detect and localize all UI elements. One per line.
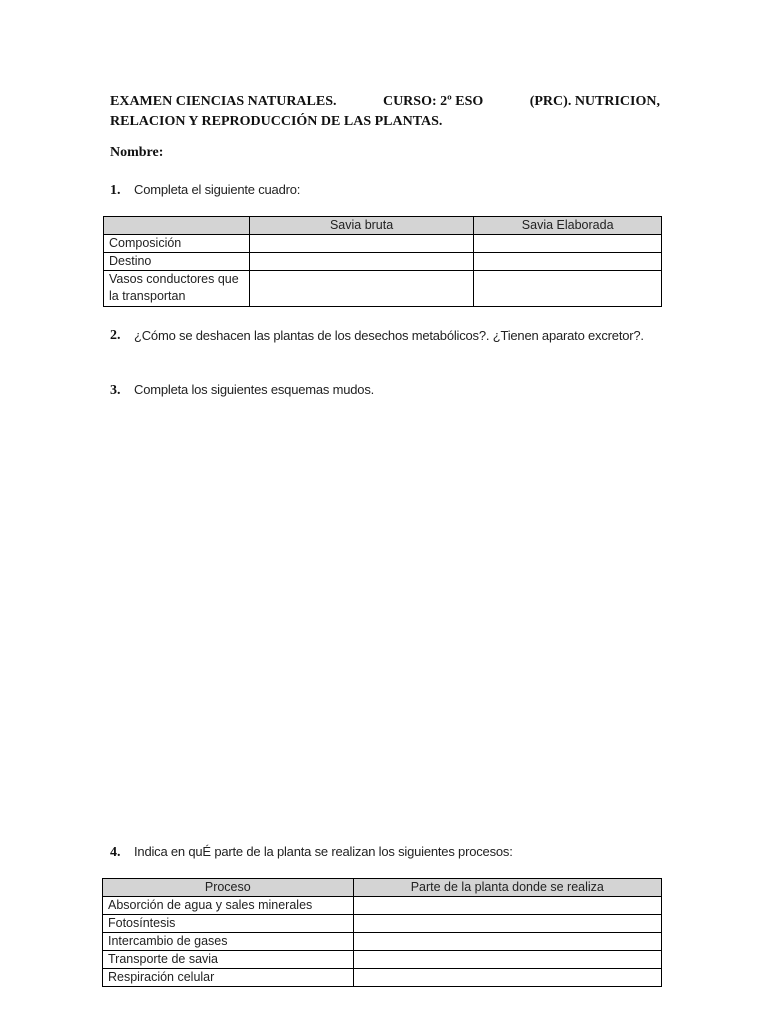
question-2 bbox=[110, 327, 660, 345]
answer-cell[interactable] bbox=[474, 271, 662, 307]
row-label: Vasos conductores que la transportan bbox=[104, 271, 250, 307]
question-number: 4. bbox=[110, 845, 121, 860]
table-header-cell: Savia bruta bbox=[249, 217, 474, 235]
question-number: 1. bbox=[110, 183, 121, 198]
title-line-1 bbox=[110, 92, 660, 112]
row-label: Respiración celular bbox=[103, 969, 354, 987]
table-row bbox=[103, 897, 662, 915]
table-row bbox=[103, 933, 662, 951]
question-text: Completa los siguientes esquemas mudos. bbox=[134, 382, 375, 397]
table-header-cell: Savia Elaborada bbox=[474, 217, 662, 235]
answer-cell[interactable] bbox=[474, 253, 662, 271]
question-text: Completa el siguiente cuadro: bbox=[134, 182, 301, 197]
answer-cell[interactable] bbox=[353, 897, 661, 915]
table-row bbox=[103, 951, 662, 969]
title-subject: EXAMEN CIENCIAS NATURALES. bbox=[110, 94, 337, 109]
question-number: 2. bbox=[110, 328, 121, 343]
answer-cell[interactable] bbox=[249, 271, 474, 307]
row-label: Transporte de savia bbox=[103, 951, 354, 969]
row-label: Absorción de agua y sales minerales bbox=[103, 897, 354, 915]
table-header-cell: Proceso bbox=[103, 879, 354, 897]
row-label: Fotosíntesis bbox=[103, 915, 354, 933]
row-label: Composición bbox=[104, 235, 250, 253]
title-course: CURSO: 2º ESO bbox=[382, 94, 484, 109]
table-row bbox=[103, 915, 662, 933]
answer-cell[interactable] bbox=[474, 235, 662, 253]
title-topic: (PRC). NUTRICION, bbox=[529, 94, 660, 109]
answer-cell[interactable] bbox=[353, 969, 661, 987]
question-4 bbox=[110, 843, 513, 862]
table-header-cell bbox=[104, 217, 250, 235]
question-number: 3. bbox=[110, 383, 121, 398]
row-label: Destino bbox=[104, 253, 250, 271]
question-1 bbox=[110, 181, 300, 200]
table-row bbox=[104, 235, 662, 253]
table-row bbox=[103, 969, 662, 987]
question-text: ¿Cómo se deshacen las plantas de los desechos metabólicos?. ¿Tienen aparato excretor?. bbox=[134, 328, 644, 343]
table-header-cell: Parte de la planta donde se realiza bbox=[353, 879, 661, 897]
exam-title bbox=[110, 92, 660, 132]
answer-cell[interactable] bbox=[249, 235, 474, 253]
answer-cell[interactable] bbox=[353, 915, 661, 933]
name-label: Nombre: bbox=[110, 145, 164, 160]
table-row bbox=[104, 253, 662, 271]
question-text: Indica en quÉ parte de la planta se realizan los siguientes procesos: bbox=[134, 844, 513, 859]
row-label: Intercambio de gases bbox=[103, 933, 354, 951]
table-row bbox=[104, 271, 662, 307]
savia-table bbox=[103, 216, 662, 307]
title-line-2: RELACION Y REPRODUCCIÓN DE LAS PLANTAS. bbox=[110, 114, 443, 129]
processes-table bbox=[102, 878, 662, 987]
answer-cell[interactable] bbox=[353, 951, 661, 969]
table-header-row bbox=[104, 217, 662, 235]
table-header-row bbox=[103, 879, 662, 897]
answer-cell[interactable] bbox=[249, 253, 474, 271]
question-3 bbox=[110, 381, 374, 400]
answer-cell[interactable] bbox=[353, 933, 661, 951]
